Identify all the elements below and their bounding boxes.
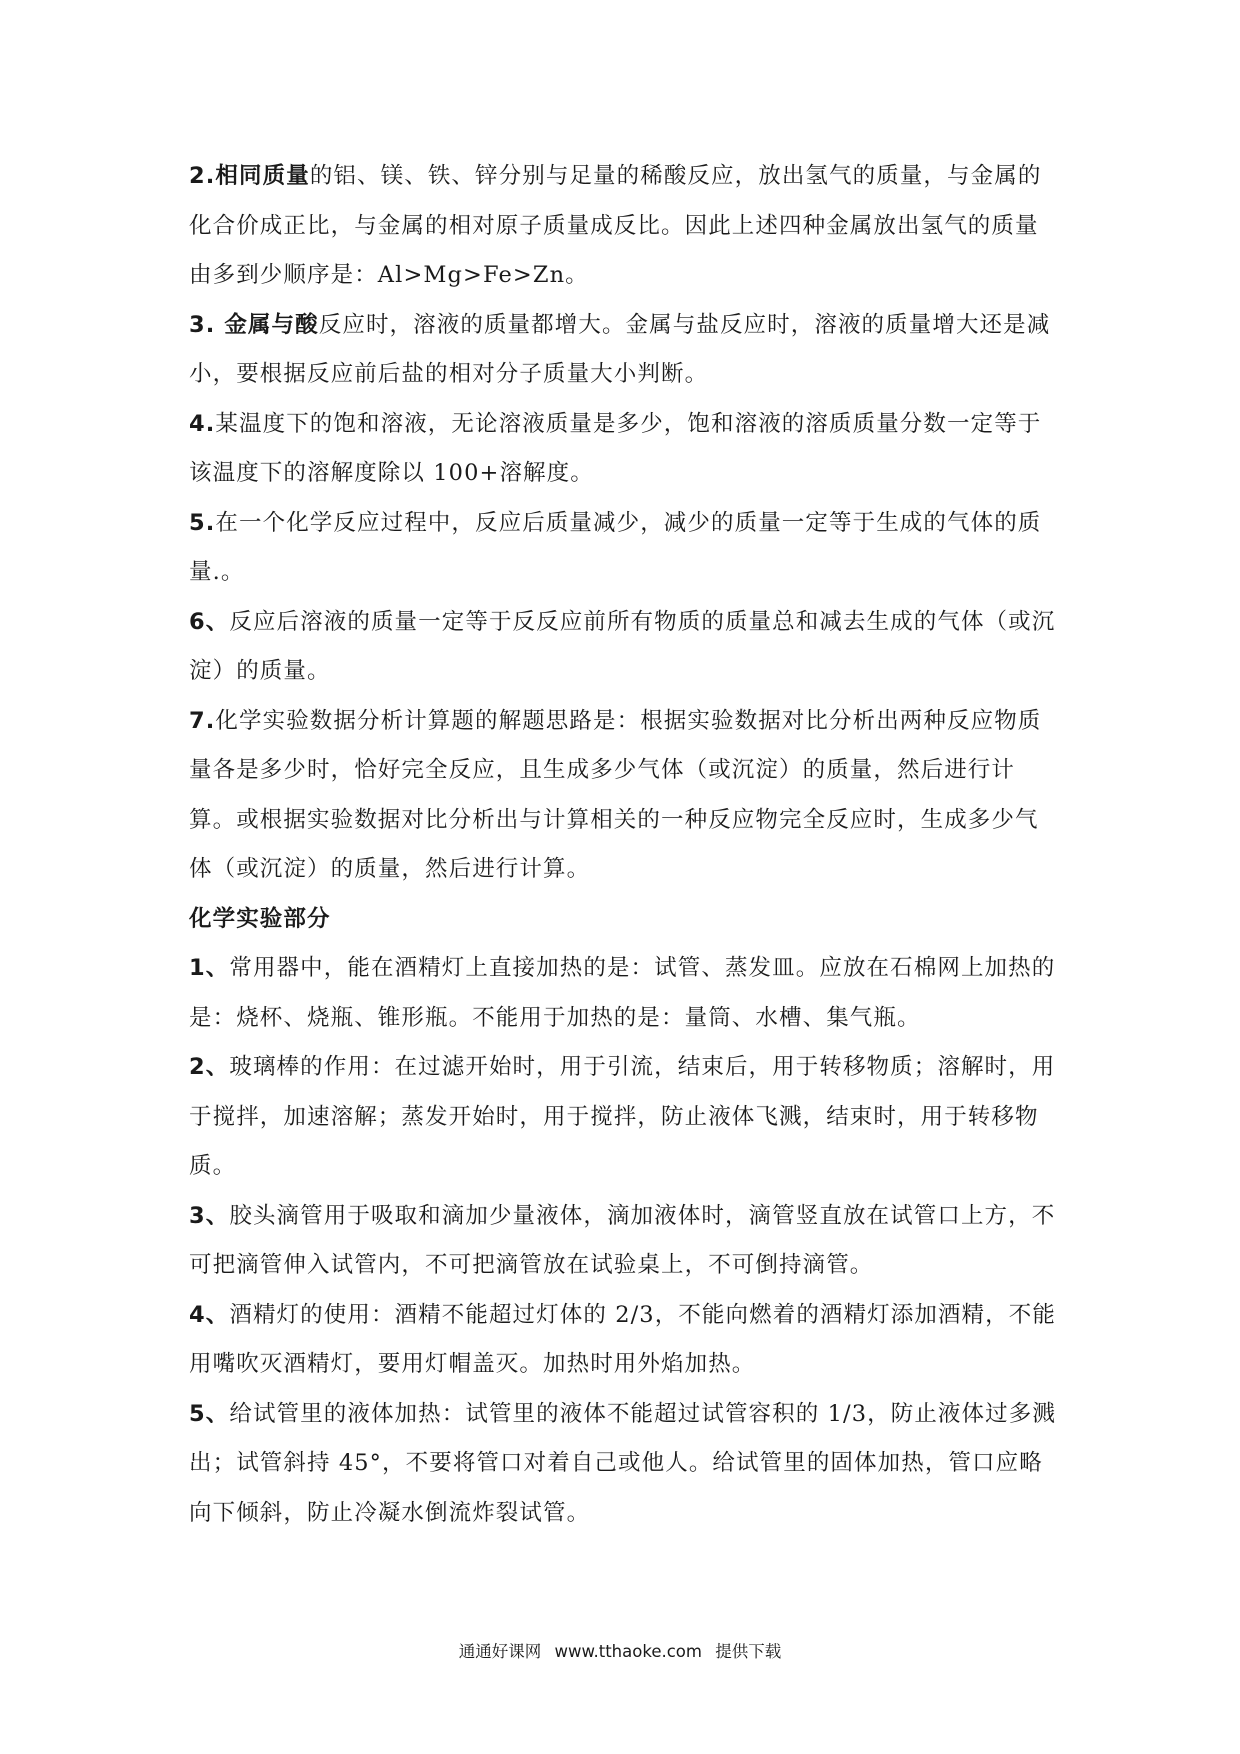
lab-item-2 (189, 1043, 1057, 1192)
item-text: 反应后溶液的质量一定等于反反应前所有物质的质量总和减去生成的气体（或沉淀）的质量。 (189, 608, 1056, 684)
item-number: 2. (189, 163, 216, 189)
lab-item-4 (189, 1291, 1057, 1390)
lab-item-1 (189, 944, 1057, 1043)
paragraph-item-4 (189, 400, 1057, 499)
paragraph-item-2 (189, 152, 1057, 301)
item-number: 5. (189, 509, 216, 536)
item-text: 给试管里的液体加热：试管里的液体不能超过试管容积的 1/3，防止液体过多溅出；试管斜持 45°，不要将管口对着自己或他人。给试管里的固体加热，管口应略向下倾斜，防止冷凝水倒流炸裂试管。 (189, 1400, 1056, 1526)
item-number: 2、 (189, 1054, 230, 1080)
item-text: 胶头滴管用于吸取和滴加少量液体，滴加液体时，滴管竖直放在试管口上方，不可把滴管伸入试管内，不可把滴管放在试验桌上，不可倒持滴管。 (189, 1202, 1056, 1278)
item-text: 玻璃棒的作用：在过滤开始时，用于引流，结束后，用于转移物质；溶解时，用于搅拌，加速溶解；蒸发开始时，用于搅拌，防止液体飞溅，结束时，用于转移物质。 (189, 1054, 1056, 1179)
item-text: 在一个化学反应过程中，反应后质量减少，减少的质量一定等于生成的气体的质量.。 (189, 509, 1042, 585)
item-text: 的铝、镁、铁、锌分别与足量的稀酸反应，放出氢气的质量，与金属的化合价成正比，与金属的相对原子质量成反比。因此上述四种金属放出氢气的质量由多到少顺序是：Al>Mg>Fe>Zn。 (189, 163, 1042, 288)
item-number: 4、 (189, 1301, 230, 1328)
item-keyword: 金属与酸 (215, 311, 319, 338)
item-text: 常用器中，能在酒精灯上直接加热的是：试管、蒸发皿。应放在石棉网上加热的是：烧杯、烧瓶、锥形瓶。不能用于加热的是：量筒、水槽、集气瓶。 (189, 955, 1056, 1031)
item-text: 化学实验数据分析计算题的解题思路是：根据实验数据对比分析出两种反应物质量各是多少时，恰好完全反应，且生成多少气体（或沉淀）的质量，然后进行计算。或根据实验数据对比分析出与计算相关的一种反应物完全反应时，生成多少气体（或沉淀）的质量，然后进行计算。 (189, 707, 1042, 882)
item-text: 酒精灯的使用：酒精不能超过灯体的 2/3，不能向燃着的酒精灯添加酒精，不能用嘴吹灭酒精灯，要用灯帽盖灭。加热时用外焰加热。 (189, 1301, 1056, 1377)
paragraph-item-7 (189, 697, 1057, 895)
lab-item-5 (189, 1390, 1057, 1539)
footer-suffix: 提供下载 (715, 1642, 782, 1661)
page-footer (0, 1638, 1240, 1662)
item-number: 3、 (189, 1202, 230, 1229)
item-number: 7. (189, 707, 216, 734)
document-body (189, 152, 1057, 1538)
item-number: 4. (189, 410, 216, 437)
paragraph-item-5 (189, 499, 1057, 598)
item-keyword: 相同质量 (215, 163, 310, 189)
item-number: 3. (189, 311, 216, 338)
item-number: 1、 (189, 955, 230, 981)
paragraph-item-3 (189, 301, 1057, 400)
item-text: 某温度下的饱和溶液，无论溶液质量是多少，饱和溶液的溶质质量分数一定等于该温度下的溶解度除以 100+溶解度。 (189, 410, 1042, 486)
lab-item-3 (189, 1192, 1057, 1291)
item-number: 6、 (189, 608, 230, 635)
item-number: 5、 (189, 1400, 230, 1427)
section-heading: 化学实验部分 (189, 905, 331, 932)
item-text: 反应时，溶液的质量都增大。金属与盐反应时，溶液的质量增大还是减小，要根据反应前后盐的相对分子质量大小判断。 (189, 311, 1051, 387)
footer-url[interactable]: www.tthaoke.com (554, 1642, 702, 1661)
paragraph-item-6 (189, 598, 1057, 697)
footer-site-name: 通通好课网 (458, 1642, 542, 1661)
